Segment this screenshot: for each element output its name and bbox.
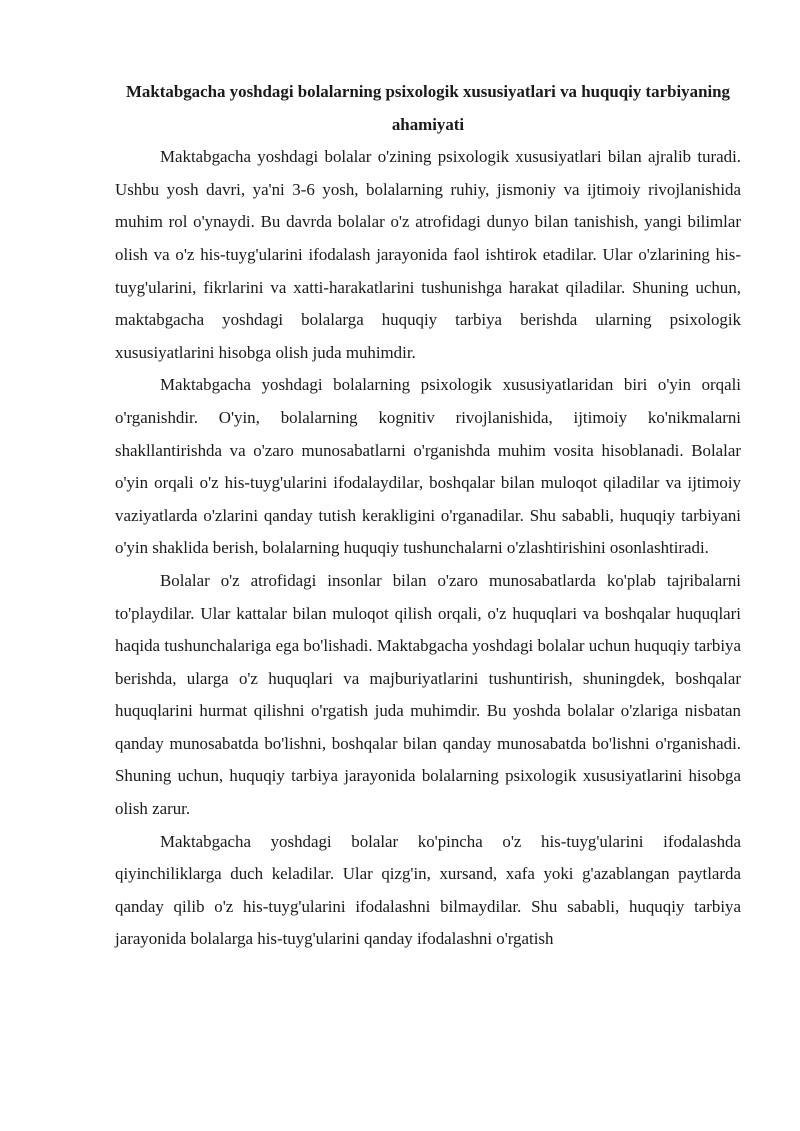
paragraph-1: Maktabgacha yoshdagi bolalar o'zining psixologik xususiyatlari bilan ajralib turadi. Ushbu yosh davri, ya'ni 3-6 yosh, bolalarning ruhiy, jismoniy va ijtimoiy rivojlanishida muhim rol o'ynaydi. Bu davrda bolalar o'z atrofidagi dunyo bilan tanishish, yangi bilimlar olish va o'z his-tuyg'ularini ifodalash jarayonida faol ishtirok etadilar. Ular o'zlarining his-tuyg'ularini, fikrlarini va xatti-harakatlarini tushunishga harakat qiladilar. Shuning uchun, maktabgacha yoshdagi bolalarga huquqiy tarbiya berishda ularning psixologik xususiyatlarini hisobga olish juda muhimdir.: [115, 147, 741, 362]
paragraph-3: Bolalar o'z atrofidagi insonlar bilan o'zaro munosabatlarda ko'plab tajribalarni to'playdilar. Ular kattalar bilan muloqot qilish orqali, o'z huquqlari va boshqalar huquqlari haqida tushunchalariga ega bo'lishadi. Maktabgacha yoshdagi bolalar uchun huquqiy tarbiya berishda, ularga o'z huquqlari va majburiyatlarini tushuntirish, shuningdek, boshqalar huquqlarini hurmat qilishni o'rgatish juda muhimdir. Bu yoshda bolalar o'zlariga nisbatan qanday munosabatda bo'lishni, boshqalar bilan qanday munosabatda bo'lishni o'rganishadi. Shuning uchun, huquqiy tarbiya jarayonida bolalarning psixologik xususiyatlarini hisobga olish zarur.: [115, 570, 741, 819]
paragraph-2: Maktabgacha yoshdagi bolalarning psixologik xususiyatlaridan biri o'yin orqali o'rganishdir. O'yin, bolalarning kognitiv rivojlanishida, ijtimoiy ko'nikmalarni shakllantirishda va o'zaro munosabatlarni o'rganishda muhim vosita hisoblanadi. Bolalar o'yin orqali o'z his-tuyg'ularini ifodalaydilar, boshqalar bilan muloqot qiladilar va ijtimoiy vaziyatlarda o'zlarini qanday tutish kerakligini o'rganadilar. Shu sababli, huquqiy tarbiyani o'yin shaklida berish, bolalarning huquqiy tushunchalarni o'zlashtirishini osonlashtiradi.: [115, 375, 741, 558]
document-title: Maktabgacha yoshdagi bolalarning psixologik xususiyatlari va huquqiy tarbiyaning ahamiyati: [125, 82, 730, 134]
paragraph-4: Maktabgacha yoshdagi bolalar ko'pincha o'z his-tuyg'ularini ifodalashda qiyinchiliklarga duch keladilar. Ular qizg'in, xursand, xafa yoki g'azablangan paytlarda qanday qilib o'z his-tuyg'ularini ifodalashni bilmaydilar. Shu sababli, huquqiy tarbiya jarayonida bolalarga his-tuyg'ularini qanday ifodalashni o'rgatish: [115, 831, 741, 949]
document-body: [115, 76, 741, 956]
